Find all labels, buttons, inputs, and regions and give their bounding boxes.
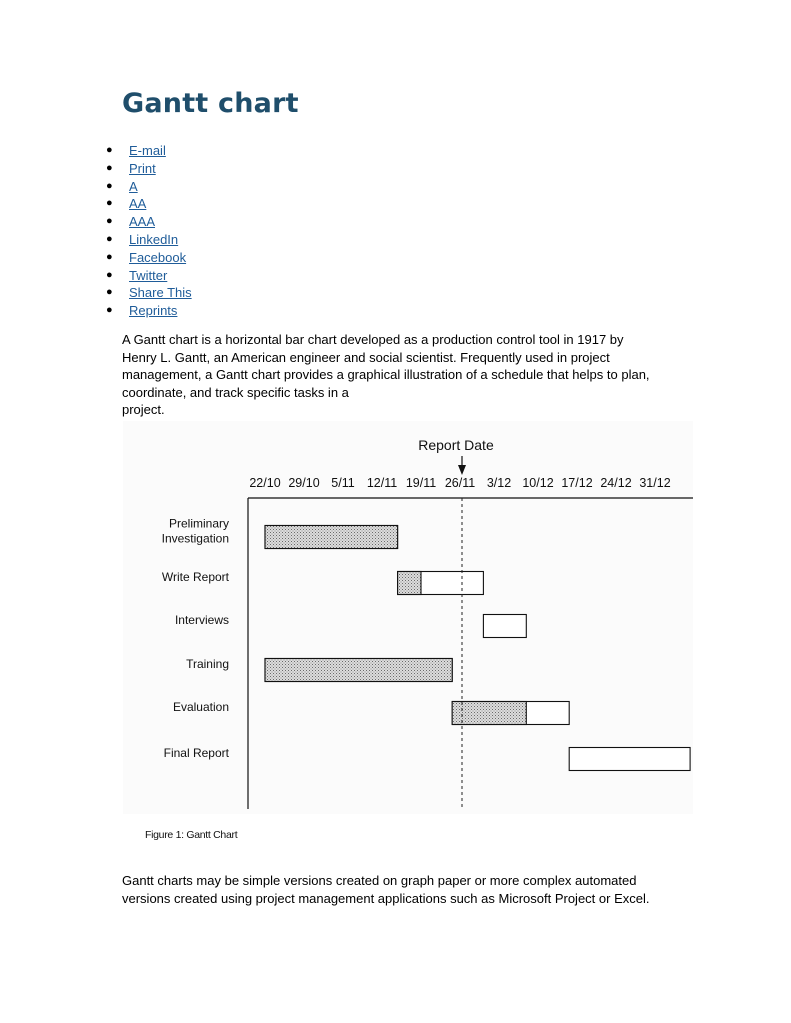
task-label: Interviews [174, 613, 229, 627]
share-link-share-this[interactable]: Share This [129, 285, 192, 301]
date-tick-label: 19/11 [405, 476, 437, 490]
date-tick-label: 3/12 [486, 476, 512, 490]
share-link-a[interactable]: A [129, 178, 138, 194]
bullet-icon: ● [106, 286, 113, 299]
gantt-figure [123, 421, 693, 814]
task-label: Final Report [163, 746, 229, 760]
report-date-arrow-icon [458, 465, 466, 475]
task-progress-bar [265, 526, 398, 549]
date-tick-label: 26/11 [444, 476, 476, 490]
date-tick-label: 31/12 [639, 476, 671, 490]
date-tick-label: 22/10 [249, 476, 281, 490]
date-tick-label: 29/10 [288, 476, 320, 490]
share-link-e-mail[interactable]: E-mail [129, 143, 166, 158]
closing-paragraph: Gantt charts may be simple versions created on graph paper or more complex automated versions created using project management applications such as Microsoft Project or Excel. [122, 873, 650, 906]
share-link-aa[interactable]: AA [129, 196, 147, 212]
task-progress-bar [398, 572, 421, 595]
share-link-print[interactable]: Print [129, 160, 156, 176]
bullet-icon: ● [106, 304, 113, 317]
date-tick-label: 24/12 [600, 476, 632, 490]
bullet-icon: ● [106, 179, 113, 192]
task-label: Evaluation [172, 700, 229, 714]
task-bar [483, 615, 526, 638]
bullet-icon: ● [106, 161, 113, 174]
share-link-facebook[interactable]: Facebook [129, 249, 187, 265]
share-link-twitter[interactable]: Twitter [129, 267, 168, 283]
task-bar [569, 748, 690, 771]
date-tick-label: 10/12 [522, 476, 554, 490]
figure-caption: Figure 1: Gantt Chart [145, 829, 238, 841]
bullet-icon: ● [106, 250, 113, 263]
bullet-icon: ● [106, 215, 113, 228]
task-label: Investigation [161, 531, 229, 546]
gantt-chart [123, 421, 693, 814]
share-link-reprints[interactable]: Reprints [129, 303, 178, 319]
intro-paragraph: A Gantt chart is a horizontal bar chart developed as a production control tool in 1917 by Henry L. Gantt, an American engineer and social scientist. Frequently used in project management, a Gantt chart provides a graphical illustration of a schedule that helps to plan, coordinate, and track specific tasks in a project. [122, 332, 650, 417]
share-link-linkedin[interactable]: LinkedIn [129, 231, 179, 247]
task-label: Preliminary [168, 516, 229, 531]
task-label: Training [186, 657, 229, 671]
task-label: Write Report [161, 570, 229, 584]
bullet-icon: ● [106, 197, 113, 210]
bullet-icon: ● [106, 144, 113, 156]
page-title: Gantt chart [122, 88, 299, 119]
date-tick-label: 12/11 [366, 476, 398, 490]
date-tick-label: 17/12 [561, 476, 593, 490]
bullet-icon: ● [106, 232, 113, 245]
share-link-aaa[interactable]: AAA [129, 214, 156, 230]
date-tick-label: 5/11 [331, 476, 355, 490]
task-progress-bar [265, 659, 452, 682]
bullet-icon: ● [106, 268, 113, 281]
report-date-label: Report Date [418, 437, 494, 453]
task-progress-bar [452, 702, 526, 725]
